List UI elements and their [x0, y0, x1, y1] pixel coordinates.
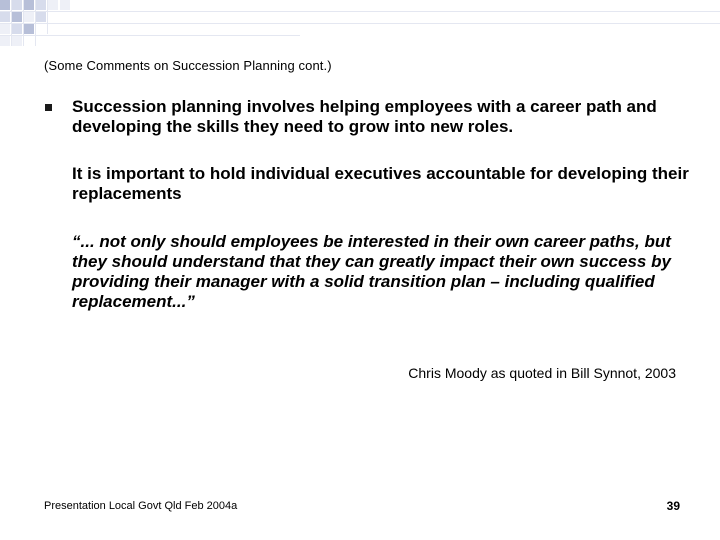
quote-text: “... not only should employees be interested in their own career paths, but they should understand that they can greatly impact their own success by providing their manager with a solid transition plan – including qualified replacement...”: [72, 232, 671, 311]
square-bullet-icon: [45, 104, 52, 111]
body-paragraph: It is important to hold individual executives accountable for developing their replacements: [72, 164, 689, 203]
bullet-text: Succession planning involves helping employees with a career path and developing the skills they need to grow into new roles.: [72, 97, 657, 136]
decorative-grid-banner: [0, 0, 720, 46]
page-number: 39: [666, 499, 680, 513]
quote-attribution: Chris Moody as quoted in Bill Synnot, 2003: [408, 365, 676, 381]
slide-subtitle: (Some Comments on Succession Planning cont.): [44, 58, 332, 73]
footer-presentation-title: Presentation Local Govt Qld Feb 2004a: [44, 500, 238, 512]
